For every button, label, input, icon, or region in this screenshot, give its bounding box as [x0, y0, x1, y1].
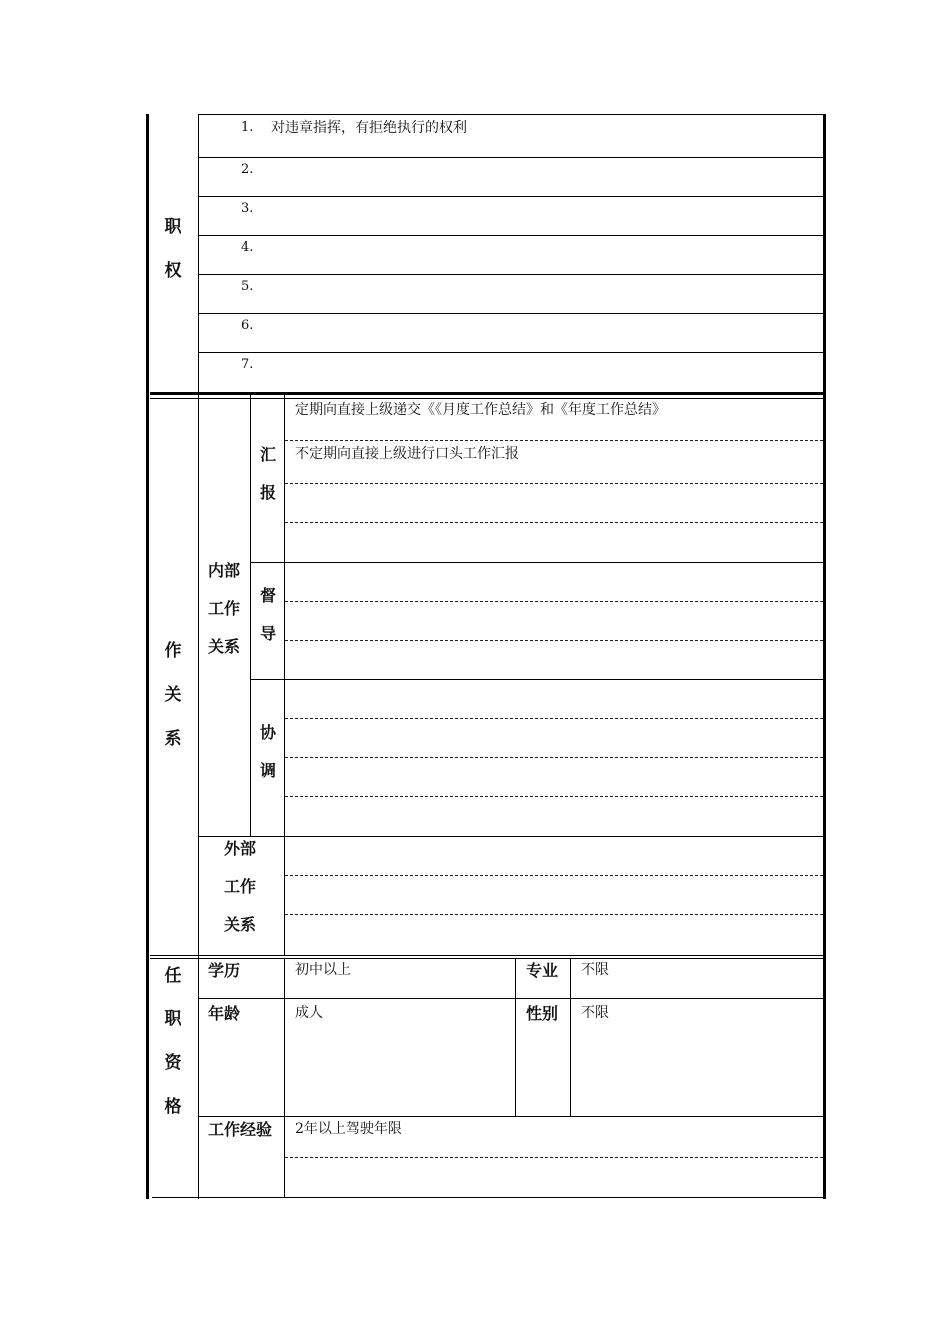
- authority-item-number: 2.: [241, 162, 254, 177]
- left-border: [146, 114, 149, 1199]
- dashed-row-line: [285, 914, 823, 915]
- report-line-1: 定期向直接上级递交《《月度工作总结》和《年度工作总结》: [295, 402, 666, 418]
- dashed-row-line: [285, 875, 823, 876]
- dashed-row-line: [285, 757, 823, 758]
- section-divider-thin: [150, 958, 824, 959]
- relations-title-char-3: 系: [164, 729, 182, 749]
- education-value: 初中以上: [295, 962, 351, 978]
- dashed-row-line: [285, 796, 823, 797]
- authority-item-number: 5.: [241, 279, 254, 294]
- top-border: [199, 114, 823, 115]
- coordinate-char-1: 协: [259, 723, 276, 742]
- experience-label: 工作经验: [208, 1120, 273, 1139]
- qual-mid-divider: [515, 958, 516, 1116]
- row-divider: [199, 157, 823, 158]
- row-divider: [199, 196, 823, 197]
- qual-mid-divider-2: [570, 958, 571, 1116]
- internal-bottom-border: [199, 836, 823, 837]
- authority-item-text: 对违章指挥，有拒绝执行的权利: [271, 120, 467, 136]
- qual-label-divider: [284, 958, 285, 1198]
- supervise-char-2: 导: [259, 624, 276, 643]
- section-divider-thin: [150, 398, 824, 399]
- internal-relations-label-line-1: 内部: [208, 561, 241, 580]
- report-bottom-border: [251, 562, 823, 563]
- dashed-row-line: [285, 1157, 823, 1158]
- dashed-row-line: [285, 601, 823, 602]
- bottom-border: [152, 1197, 824, 1198]
- experience-value: 2年以上驾驶年限: [295, 1121, 402, 1137]
- major-value: 不限: [581, 962, 609, 978]
- age-label: 年龄: [208, 1004, 241, 1023]
- age-value: 成人: [295, 1005, 323, 1021]
- authority-item-number: 4.: [241, 240, 254, 255]
- relations-title-char-2: 关: [164, 685, 182, 705]
- report-line-2: 不定期向直接上级进行口头工作汇报: [295, 446, 519, 462]
- dashed-row-line: [285, 440, 823, 441]
- supervise-bottom-border: [251, 679, 823, 680]
- authority-item-number: 6.: [241, 318, 254, 333]
- relations-title-char-1: 作: [164, 641, 182, 661]
- external-relations-label-line-1: 外部: [224, 839, 257, 858]
- coordinate-char-2: 调: [259, 761, 276, 780]
- row-divider: [199, 352, 823, 353]
- gender-label: 性别: [526, 1004, 559, 1023]
- internal-relations-label-line-3: 关系: [208, 637, 241, 656]
- row-divider: [199, 274, 823, 275]
- authority-title-char-1: 职: [164, 217, 182, 237]
- qualifications-title-char-1: 任: [164, 966, 182, 986]
- row-divider: [199, 235, 823, 236]
- education-label: 学历: [208, 961, 241, 980]
- right-border: [823, 114, 826, 1199]
- section-divider: [150, 955, 824, 956]
- authority-item-number: 7.: [241, 357, 254, 372]
- authority-title-char-2: 权: [164, 261, 182, 281]
- dashed-row-line: [285, 640, 823, 641]
- section-divider: [150, 392, 824, 395]
- major-label: 专业: [526, 961, 559, 980]
- row-divider: [199, 998, 823, 999]
- dashed-row-line: [285, 718, 823, 719]
- dashed-row-line: [285, 483, 823, 484]
- qualifications-title-char-2: 职: [164, 1009, 182, 1029]
- internal-sub-divider: [250, 392, 251, 836]
- qualifications-title-char-4: 格: [164, 1097, 182, 1117]
- dashed-row-line: [285, 522, 823, 523]
- authority-item-number: 1.: [241, 120, 254, 135]
- row-divider: [199, 313, 823, 314]
- external-relations-label-line-3: 关系: [224, 915, 257, 934]
- internal-relations-label-line-2: 工作: [208, 599, 241, 618]
- qualifications-title-char-3: 资: [164, 1053, 182, 1073]
- content-divider: [284, 392, 285, 956]
- row-divider: [199, 1116, 823, 1117]
- category-divider: [198, 114, 199, 1199]
- report-char-2: 报: [259, 483, 276, 502]
- supervise-char-1: 督: [259, 586, 276, 605]
- external-relations-label-line-2: 工作: [224, 877, 257, 896]
- report-char-1: 汇: [259, 445, 276, 464]
- authority-item-number: 3.: [241, 201, 254, 216]
- gender-value: 不限: [581, 1005, 609, 1021]
